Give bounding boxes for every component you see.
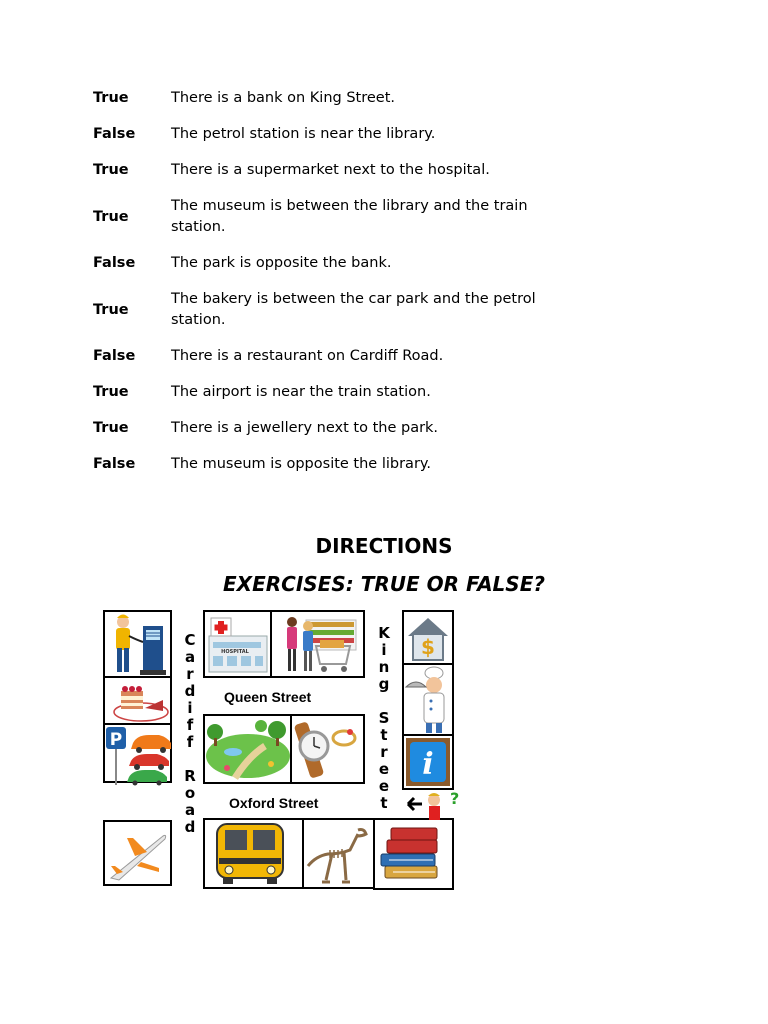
dinosaur-icon [304, 820, 373, 887]
town-map [100, 608, 460, 898]
petrol-station-icon [105, 612, 170, 677]
answer-value: False [93, 255, 136, 271]
answer-statement: The airport is near the train station. [171, 384, 431, 400]
library-cell [373, 818, 454, 890]
answer-value: True [93, 384, 129, 400]
answer-value: True [93, 90, 129, 106]
information-cell [402, 734, 454, 790]
answer-statement: The bakery is between the car park and the petrol station. [171, 291, 536, 328]
answer-row [93, 196, 563, 238]
answer-row [93, 289, 563, 331]
park-icon [205, 716, 291, 782]
answer-statement: The museum is between the library and the train station. [171, 198, 528, 235]
restaurant-cell [402, 663, 454, 737]
info-sign-label: i [422, 747, 434, 782]
answer-row [93, 454, 563, 475]
museum-cell [302, 818, 375, 889]
car-park-icon [105, 725, 177, 785]
answer-row [93, 418, 563, 439]
answer-row [93, 124, 563, 145]
airport-cell [103, 820, 172, 886]
answer-value: False [93, 126, 136, 142]
watch-icon [292, 716, 363, 782]
parking-sign-label: P [109, 730, 123, 750]
exercise-title: EXERCISES: TRUE OR FALSE? [223, 572, 545, 596]
chef-icon [404, 665, 452, 735]
answer-value: False [93, 456, 136, 472]
answer-statement: There is a restaurant on Cardiff Road. [171, 348, 444, 364]
answer-row [93, 253, 563, 274]
hospital-cell [203, 610, 273, 678]
cardiff-road-label: C a r d i f f R o a d [184, 631, 196, 836]
info-icon [404, 736, 452, 788]
answer-statement: The museum is opposite the library. [171, 456, 432, 472]
oxford-street-label: Oxford Street [229, 795, 319, 811]
petrol-station-cell [103, 610, 172, 679]
hospital-icon [205, 612, 271, 676]
answer-value: True [93, 301, 129, 318]
airplane-icon [105, 822, 170, 884]
bakery-cell [103, 676, 172, 726]
answer-value: False [93, 348, 136, 364]
answer-row [93, 346, 563, 367]
king-street-label: K i n g S t r e e t [378, 624, 390, 812]
train-icon [205, 820, 302, 887]
answer-row [93, 160, 563, 181]
park-cell [203, 714, 293, 784]
answer-statement: There is a jewellery next to the park. [171, 420, 439, 436]
answer-value: True [93, 420, 129, 436]
bank-cell [402, 610, 454, 666]
jewellery-cell [290, 714, 365, 784]
answer-list [93, 88, 563, 490]
answer-row [93, 382, 563, 403]
answer-statement: The park is opposite the bank. [171, 255, 392, 271]
queen-street-label: Queen Street [224, 689, 312, 705]
answer-value: True [93, 208, 129, 225]
bank-icon [404, 612, 452, 664]
svg-text:?: ? [450, 789, 460, 808]
bank-sign-label: $ [421, 635, 435, 659]
answer-value: True [93, 162, 129, 178]
you-are-here-icon [406, 788, 458, 822]
supermarket-cell [270, 610, 365, 678]
answer-statement: The petrol station is near the library. [171, 126, 436, 142]
train-station-cell [203, 818, 304, 889]
section-heading: DIRECTIONS [315, 534, 453, 558]
cake-icon [105, 678, 170, 724]
answer-statement: There is a supermarket next to the hospital. [171, 162, 490, 178]
answer-statement: There is a bank on King Street. [171, 90, 395, 106]
answer-row [93, 88, 563, 109]
hospital-sign-label: HOSPITAL [221, 649, 249, 655]
supermarket-icon [272, 612, 363, 676]
car-park-cell [103, 723, 172, 783]
books-icon [375, 820, 452, 888]
